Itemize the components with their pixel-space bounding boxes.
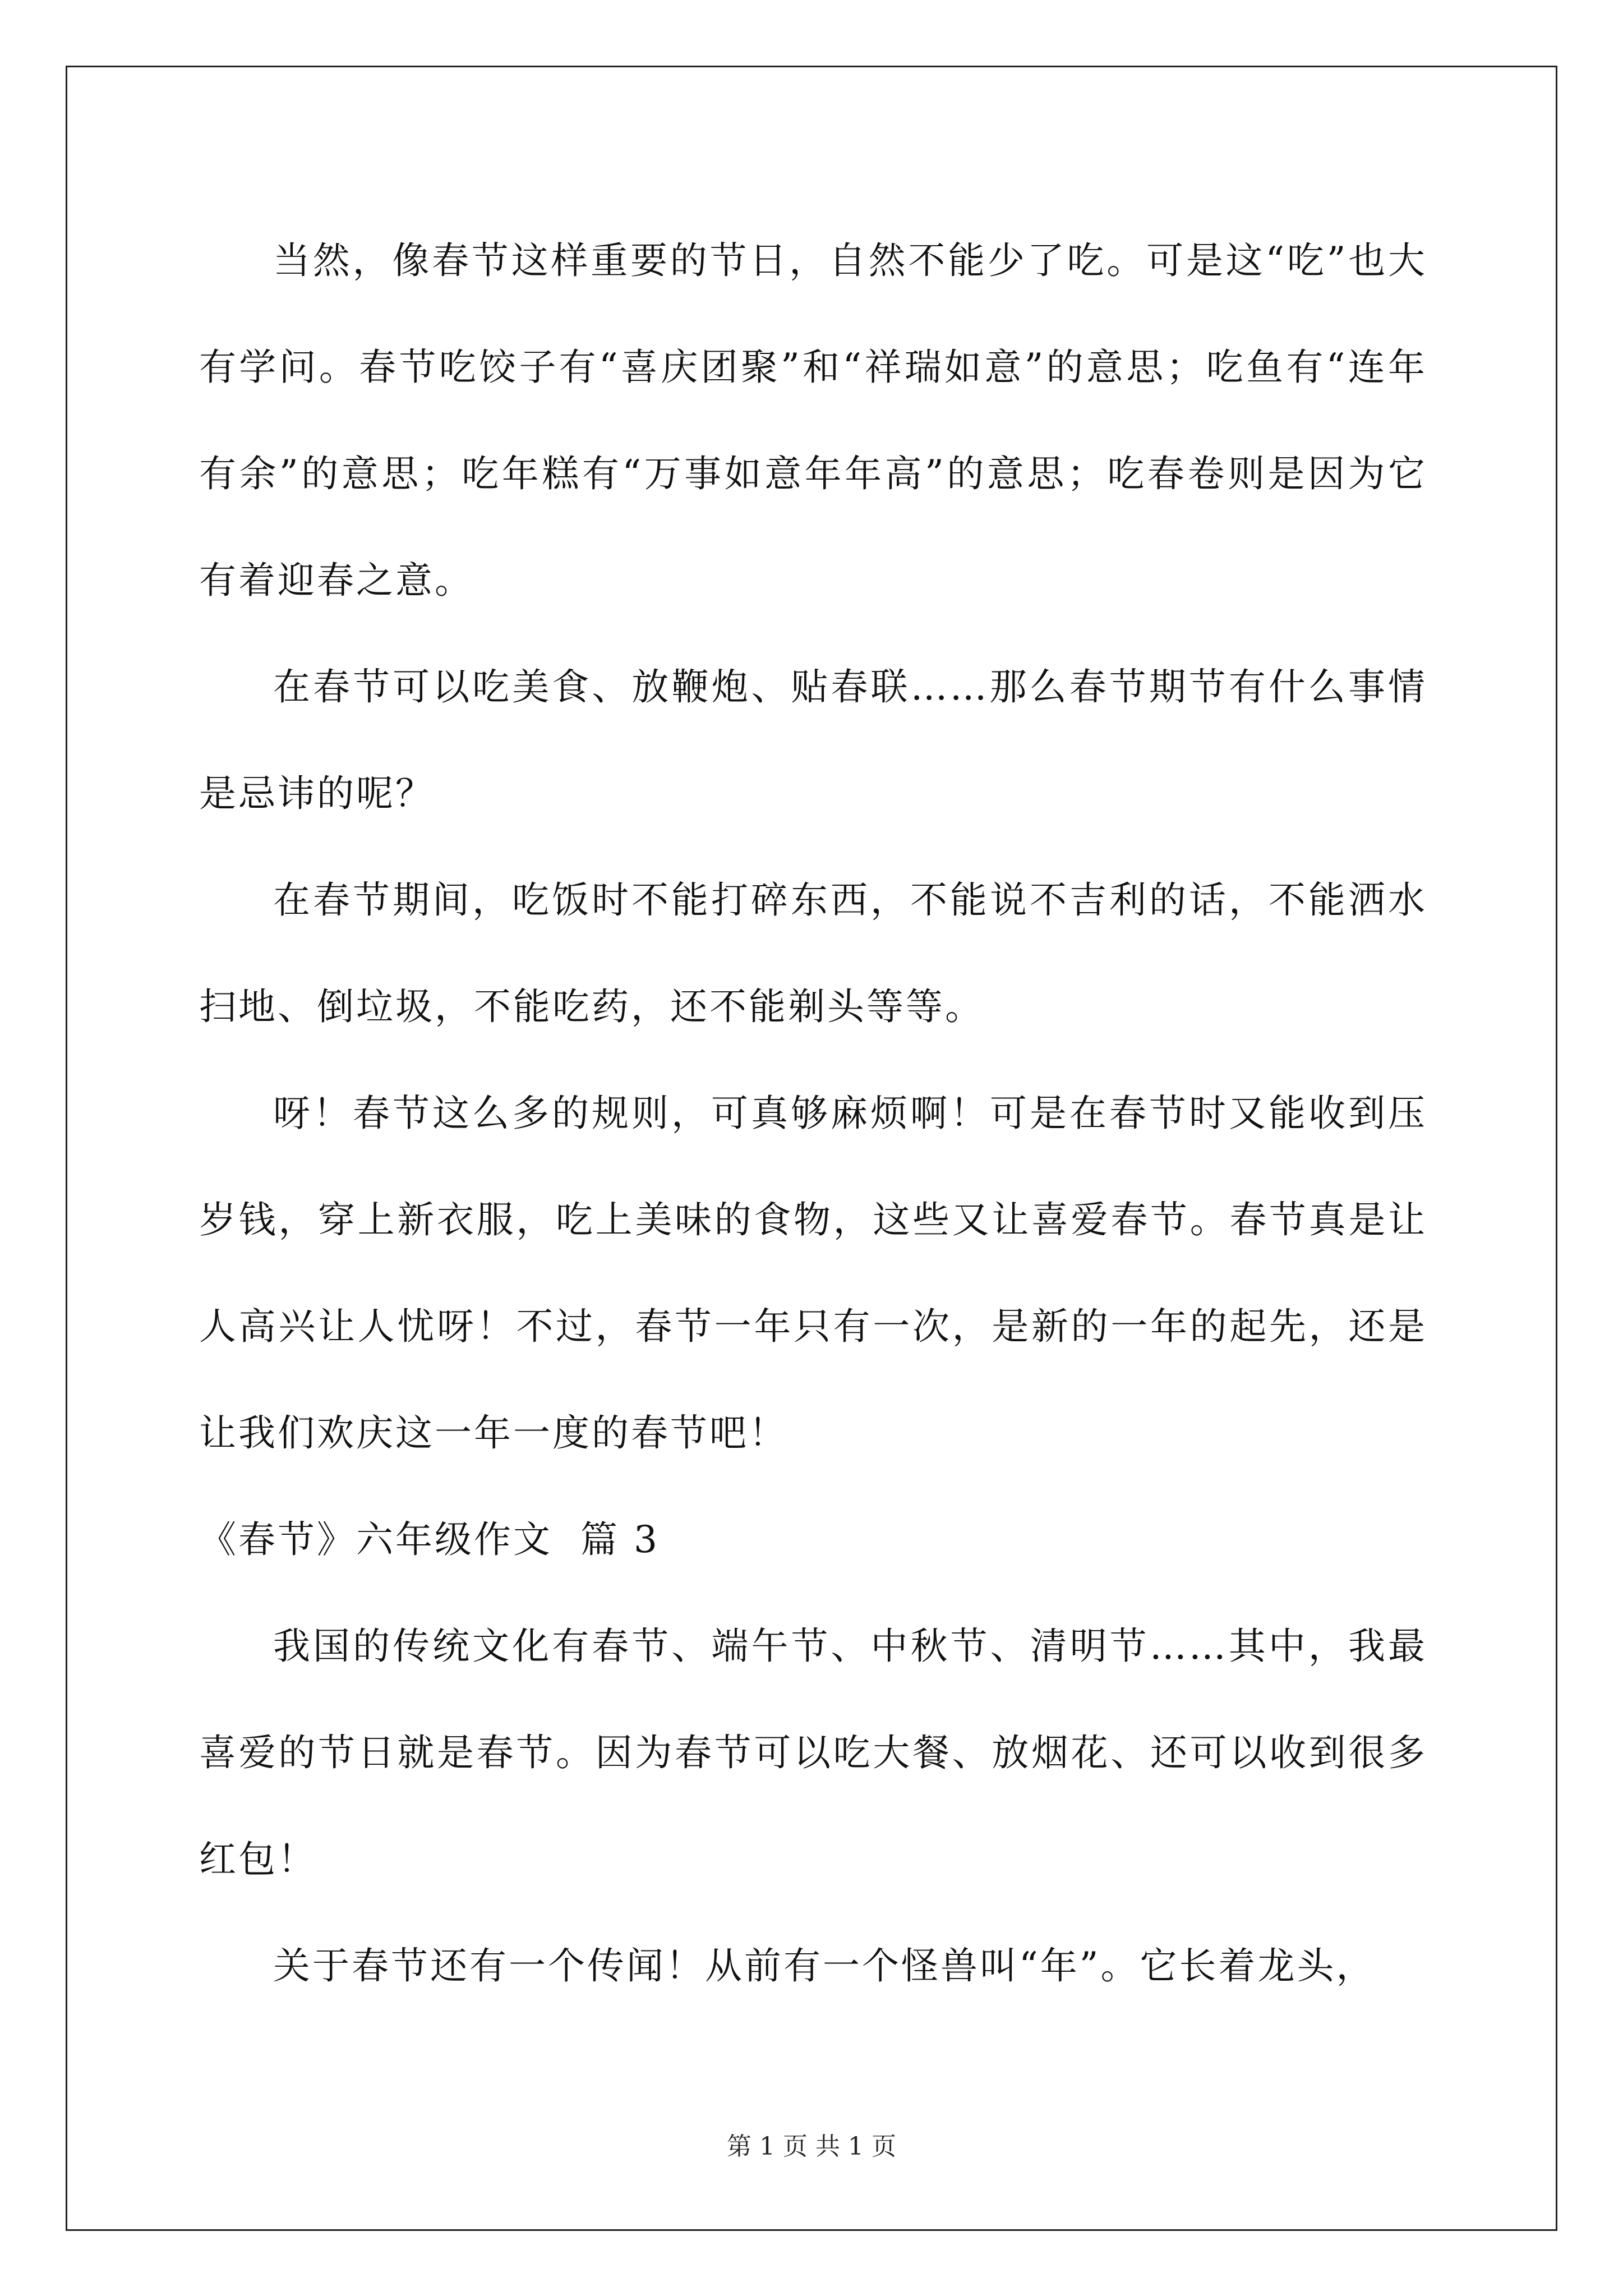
document-body — [199, 208, 1427, 2019]
paragraph-legend: 关于春节还有一个传闻！从前有一个怪兽叫“年”。它长着龙头， — [273, 1944, 1376, 1987]
paragraph-favorite-festival: 我国的传统文化有春节、端午节、中秋节、清明节……其中，我最喜爱的节日就是春节。因为春节可以吃大餐、放烟花、还可以收到很多红包！ — [199, 1625, 1427, 1881]
paragraph-taboo-question: 在春节可以吃美食、放鞭炮、贴春联……那么春节期节有什么事情是忌讳的呢？ — [199, 665, 1427, 815]
paragraph-food-customs: 当然，像春节这样重要的节日，自然不能少了吃。可是这“吃”也大有学问。春节吃饺子有“喜庆团聚”和“祥瑞如意”的意思；吃鱼有“连年有余”的意思；吃年糕有“万事如意年年高”的意思；吃春卷则是因为它有着迎春之意。 — [199, 239, 1427, 602]
paragraph-conclusion: 呀！春节这么多的规则，可真够麻烦啊！可是在春节时又能收到压岁钱，穿上新衣服，吃上美味的食物，这些又让喜爱春节。春节真是让人高兴让人忧呀！不过，春节一年只有一次，是新的一年的起先，还是让我们欢庆这一年一度的春节吧！ — [199, 1092, 1427, 1455]
page-number-footer: 第 1 页 共 1 页 — [727, 2132, 896, 2161]
paragraph-taboos: 在春节期间，吃饭时不能打碎东西，不能说不吉利的话，不能洒水扫地、倒垃圾，不能吃药，还不能剃头等等。 — [199, 878, 1427, 1028]
section-heading: 《春节》六年级作文 篇 3 — [199, 1518, 660, 1561]
